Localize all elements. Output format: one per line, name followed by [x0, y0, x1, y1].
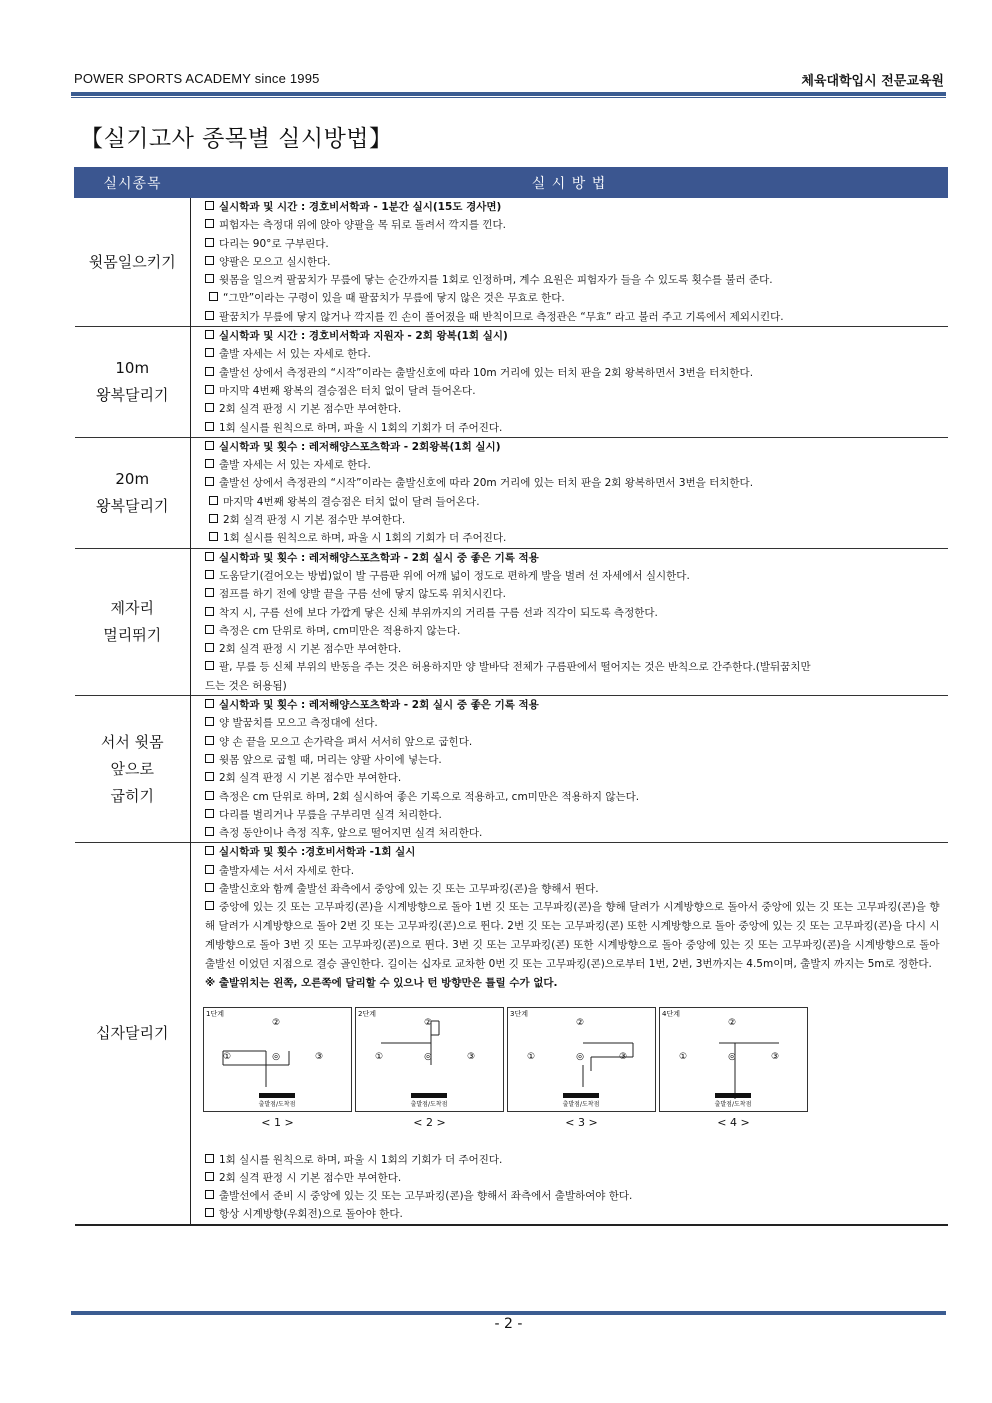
method-text: 마지막 4번째 왕복의 결승점은 터치 없이 달려 들어온다.: [219, 384, 476, 397]
method-text: 출발 자세는 서 있는 자세로 한다.: [219, 348, 371, 361]
checkbox-bullet-icon: [205, 625, 214, 634]
table-row: [75, 548, 948, 695]
cone-2-marker: ②: [727, 1017, 737, 1028]
method-line: [205, 253, 948, 271]
method-text: 출발신호와 함께 출발선 좌측에서 중앙에 있는 깃 또는 고무파킹(콘)을 향해서 뛴다.: [219, 882, 599, 895]
method-cell: [191, 548, 948, 695]
method-text: 드는 것은 허용됨): [205, 679, 287, 692]
method-line: [205, 456, 948, 474]
cone-3-marker: ③: [466, 1051, 476, 1062]
diagram-strip: [203, 1007, 948, 1129]
checkbox-bullet-icon: [209, 514, 218, 523]
checkbox-bullet-icon: [205, 661, 214, 670]
start-finish-label: 출발점/도착점: [562, 1100, 600, 1108]
checkbox-bullet-icon: [205, 570, 214, 579]
method-text: 팔꿈치가 무릎에 닿지 않거나 깍지를 낀 손이 풀어졌을 때 반칙이므로 측정관은 “무효” 라고 불러 주고 기록에서 제외시킨다.: [219, 310, 784, 323]
page-number: - 2 -: [494, 1316, 523, 1332]
method-line: [205, 308, 948, 326]
method-text: 2회 실격 판정 시 기본 점수만 부여한다.: [219, 772, 402, 785]
method-text: 1회 실시를 원칙으로 하며, 파울 시 1회의 기회가 더 주어진다.: [219, 1153, 503, 1166]
method-text: 실시학과 및 횟수 : 레저해양스포츠학과 - 2회 실시 중 좋은 기록 적용: [219, 551, 539, 564]
table-row: [75, 327, 948, 438]
method-line: [205, 751, 948, 769]
method-line: [205, 438, 948, 456]
method-text: 실시학과 및 횟수 : 레저해양스포츠학과 - 2회 실시 중 좋은 기록 적용: [219, 699, 539, 712]
method-line: [205, 382, 948, 400]
cone-1-marker: ①: [678, 1051, 688, 1062]
checkbox-bullet-icon: [205, 791, 214, 800]
col-header-item: 실시종목: [75, 168, 191, 198]
checkbox-bullet-icon: [205, 552, 214, 561]
method-text: 1회 실시를 원칙으로 하며, 파울 시 1회의 기회가 더 주어진다.: [223, 532, 507, 545]
center-cone-marker: ◎: [576, 1051, 584, 1062]
method-text: 실시학과 및 시간 : 경호비서학과 - 1분간 실시(15도 경사면): [219, 201, 502, 213]
checkbox-bullet-icon: [205, 754, 214, 763]
checkbox-bullet-icon: [205, 256, 214, 265]
method-text: 1회 실시를 원칙으로 하며, 파울 시 1회의 기회가 더 주어진다.: [219, 421, 503, 434]
method-line: [205, 604, 948, 622]
method-line: [205, 549, 948, 567]
checkbox-bullet-icon: [205, 330, 214, 339]
exercise-name-line: 서서 윗몸: [100, 732, 164, 751]
header-rule-thin: [71, 97, 946, 98]
method-line: [205, 511, 948, 529]
method-line: [205, 271, 948, 289]
method-line: [205, 400, 948, 418]
method-line: [205, 1205, 948, 1223]
method-line: [205, 677, 948, 695]
method-line: [205, 843, 948, 861]
method-text: 양팔은 모으고 실시한다.: [219, 255, 331, 268]
stage-label: 2단계: [358, 1009, 376, 1018]
checkbox-bullet-icon: [205, 699, 214, 708]
method-table: [74, 167, 948, 1226]
cone-1-marker: ①: [526, 1051, 536, 1062]
cone-3-marker: ③: [770, 1051, 780, 1062]
header-academy: POWER SPORTS ACADEMY since 1995: [74, 71, 320, 86]
method-line: [205, 1151, 948, 1169]
stage-label: 4단계: [662, 1009, 680, 1018]
diagram-caption: < 3 >: [565, 1115, 598, 1129]
method-text: 다리는 90°로 구부린다.: [219, 237, 329, 250]
footer-rule: [71, 1311, 946, 1315]
method-line: [205, 235, 948, 253]
method-text: 도움닫기(걸어오는 방법)없이 발 구름판 위에 어깨 넓이 정도로 편하게 발을 벌려 선 자세에서 실시한다.: [219, 569, 690, 582]
table-row: [75, 437, 948, 548]
checkbox-bullet-icon: [209, 292, 218, 301]
method-line: [205, 529, 948, 547]
diagram-figure: [507, 1007, 656, 1112]
method-line: [205, 364, 948, 382]
method-text: “그만”이라는 구령이 있을 때 팔꿈치가 무릎에 닿지 않은 것은 무효로 한다.: [223, 292, 565, 305]
method-text: 실시학과 및 횟수 : 레저해양스포츠학과 - 2회왕복(1회 실시): [219, 440, 501, 453]
checkbox-bullet-icon: [205, 809, 214, 818]
header-rule: [71, 92, 946, 96]
header-institute: 체육대학입시 전문교육원: [801, 74, 944, 89]
start-finish-label: 출발점/도착점: [714, 1100, 752, 1108]
stage-label: 3단계: [510, 1009, 528, 1018]
table-body: [75, 198, 948, 1225]
method-text: 측정 동안이나 측정 직후, 앞으로 떨어지면 실격 처리한다.: [219, 827, 483, 840]
diagram-caption: < 4 >: [717, 1115, 750, 1129]
method-line: [205, 788, 948, 806]
checkbox-bullet-icon: [205, 827, 214, 836]
diagram-caption: < 1 >: [261, 1115, 294, 1129]
method-text: 2회 실격 판정 시 기본 점수만 부여한다.: [223, 514, 406, 527]
method-line: [205, 474, 948, 492]
method-cell: [191, 696, 948, 843]
method-line: [205, 640, 948, 658]
checkbox-bullet-icon: [205, 403, 214, 412]
method-line: [205, 585, 948, 603]
method-line: [205, 658, 948, 676]
method-line: [205, 733, 948, 751]
method-text: 마지막 4번째 왕복의 결승점은 터치 없이 달려 들어온다.: [223, 495, 480, 508]
method-text: 중앙에 있는 깃 또는 고무파킹(콘)을 시계방향으로 돌아 1번 깃 또는 고무파킹(콘)을 향해 달려가 시계방향으로 돌아서 중앙에 있는 깃 또는 고무파킹(콘)을 향해 달려가 시계방향으로 돌아 2번 깃 또는 고무파킹(콘)으로 뛴다. 2번 깃 또는 고무파킹(콘) 또한 시계방향으로 돌아 중앙에 있는 깃 또는 고무파킹(콘)을 다시 시계방향으로 돌아 3번 깃 또는 고무파킹(콘)으로 뛴다. 3번 깃 또는 고무파킹(콘) 또한 시계방향으로 돌아 중앙에 있는 깃 또는 고무파킹(콘)을 시계방향으로 돌아 출발선 이었던 지점으로 결승 골인한다. 길이는 십자로 교차한 0번 깃 또는 고무파킹(콘)으로부터 1번, 2번, 3번까지는 4.5m이며, 출발지 까지는 5m로 정한다.: [205, 901, 940, 971]
method-text: 피험자는 측정대 위에 앉아 양팔을 목 뒤로 돌려서 깍지를 낀다.: [219, 219, 506, 232]
table-row: [75, 843, 948, 1225]
method-text: 2회 실격 판정 시 기본 점수만 부여한다.: [219, 643, 402, 656]
exercise-name-line: 십자달리기: [96, 1024, 169, 1043]
cone-1-marker: ①: [374, 1051, 384, 1062]
checkbox-bullet-icon: [205, 1154, 214, 1163]
exercise-name-line: 윗몸일으키기: [88, 252, 176, 271]
method-text: 실시학과 및 시간 : 경호비서학과 지원자 - 2회 왕복(1회 실시): [219, 330, 508, 343]
checkbox-bullet-icon: [205, 477, 214, 486]
method-paragraph: [205, 898, 948, 974]
method-line: [205, 824, 948, 842]
diagram-figure: [203, 1007, 352, 1112]
cone-2-marker: ②: [575, 1017, 585, 1028]
center-cone-marker: ◎: [728, 1051, 736, 1062]
exercise-name-line: 제자리: [110, 598, 154, 617]
page-title: 【실기고사 종목별 실시방법】: [80, 126, 393, 152]
method-text: 출발자세는 서서 자세로 한다.: [219, 864, 355, 877]
checkbox-bullet-icon: [205, 1172, 214, 1181]
checkbox-bullet-icon: [205, 772, 214, 781]
checkbox-bullet-icon: [205, 348, 214, 357]
checkbox-bullet-icon: [205, 736, 214, 745]
col-header-method: 실 시 방 법: [191, 168, 948, 198]
exercise-name: [75, 696, 191, 843]
exercise-name: [75, 843, 191, 1225]
method-text: 출발선 상에서 측정관의 “시작”이라는 출발신호에 따라 10m 거리에 있는 터치 판을 2회 왕복하면서 3번을 터치한다.: [219, 366, 754, 379]
table-row: [75, 696, 948, 843]
exercise-name-line: 앞으로: [110, 759, 154, 778]
method-text: 양 손 끝을 모으고 손가락을 펴서 서서히 앞으로 굽힌다.: [219, 735, 473, 748]
method-text: 착지 시, 구름 선에 보다 가깝게 닿은 신체 부위까지의 거리를 구름 선과 직각이 되도록 측정한다.: [219, 606, 658, 619]
exercise-name: [75, 437, 191, 548]
checkbox-bullet-icon: [205, 385, 214, 394]
start-line-bar: [259, 1093, 295, 1098]
checkbox-bullet-icon: [205, 643, 214, 652]
method-text: 측정은 cm 단위로 하며, 2회 실시하여 좋은 기록으로 적용하고, cm미만은 적용하지 않는다.: [219, 790, 640, 803]
method-text: 측정은 cm 단위로 하며, cm미만은 적용하지 않는다.: [219, 624, 461, 637]
exercise-name: [75, 327, 191, 438]
method-text: 윗몸 앞으로 굽힐 때, 머리는 양팔 사이에 넣는다.: [219, 753, 442, 766]
method-text: 출발선에서 준비 시 중앙에 있는 깃 또는 고무파킹(콘)을 향해서 좌측에서 출발하여야 한다.: [219, 1190, 633, 1203]
start-line-bar: [715, 1093, 751, 1098]
diagram-figure: [355, 1007, 504, 1112]
method-line: [205, 327, 948, 345]
cross-run-diagram: [203, 1007, 352, 1129]
start-line-bar: [411, 1093, 447, 1098]
method-text: 점프를 하기 전에 양발 끝을 구름 선에 닿지 않도록 위치시킨다.: [219, 588, 506, 601]
method-line: [205, 198, 948, 216]
checkbox-bullet-icon: [205, 901, 214, 910]
cross-run-diagram: [659, 1007, 808, 1129]
method-line: [205, 419, 948, 437]
checkbox-bullet-icon: [205, 588, 214, 597]
method-text: 출발 자세는 서 있는 자세로 한다.: [219, 459, 371, 472]
checkbox-bullet-icon: [205, 459, 214, 468]
method-cell: [191, 437, 948, 548]
note-line: ※ 출발위치는 왼쪽, 오른쪽에 달리할 수 있으나 턴 방향만은 틀릴 수가 없다.: [205, 977, 558, 990]
method-line: [205, 880, 948, 898]
method-text: 다리를 벌리거나 무릎을 구부리면 실격 처리한다.: [219, 808, 442, 821]
checkbox-bullet-icon: [209, 532, 218, 541]
exercise-name-line: 10m: [115, 358, 150, 377]
method-text: 실시학과 및 횟수 :경호비서학과 -1회 실시: [219, 846, 416, 859]
method-cell: [191, 327, 948, 438]
method-text: 2회 실격 판정 시 기본 점수만 부여한다.: [219, 403, 402, 416]
checkbox-bullet-icon: [205, 883, 214, 892]
cross-run-diagram: [355, 1007, 504, 1129]
exercise-name-line: 멀리뛰기: [103, 625, 162, 644]
method-line: [205, 769, 948, 787]
checkbox-bullet-icon: [205, 219, 214, 228]
cone-2-marker: ②: [423, 1017, 433, 1028]
start-line-bar: [563, 1093, 599, 1098]
checkbox-bullet-icon: [205, 1190, 214, 1199]
method-line: [205, 567, 948, 585]
checkbox-bullet-icon: [205, 422, 214, 431]
stage-label: 1단계: [206, 1009, 224, 1018]
method-line: [205, 289, 948, 307]
exercise-name-line: 왕복달리기: [96, 496, 169, 515]
method-line: [205, 345, 948, 363]
center-cone-marker: ◎: [424, 1051, 432, 1062]
exercise-name-line: 굽히기: [110, 786, 154, 805]
checkbox-bullet-icon: [205, 1208, 214, 1217]
method-cell: [191, 198, 948, 327]
table-row: [75, 198, 948, 327]
checkbox-bullet-icon: [205, 311, 214, 320]
cross-run-diagram: [507, 1007, 656, 1129]
method-text: 윗몸을 일으켜 팔꿈치가 무릎에 닿는 순간까지를 1회로 인정하며, 계수 요원은 피험자가 들을 수 있도록 횟수를 불러 준다.: [219, 274, 773, 287]
checkbox-bullet-icon: [205, 865, 214, 874]
checkbox-bullet-icon: [205, 717, 214, 726]
method-line: [205, 1169, 948, 1187]
start-finish-label: 출발점/도착점: [410, 1100, 448, 1108]
exercise-name: [75, 548, 191, 695]
start-finish-label: 출발점/도착점: [258, 1100, 296, 1108]
cone-1-marker: ①: [222, 1051, 232, 1062]
method-text: 양 발꿈치를 모으고 측정대에 선다.: [219, 717, 378, 730]
exercise-name-line: 왕복달리기: [96, 385, 169, 404]
checkbox-bullet-icon: [205, 846, 214, 855]
diagram-caption: < 2 >: [413, 1115, 446, 1129]
method-cell: [191, 843, 948, 1225]
method-line: [205, 1187, 948, 1205]
cone-2-marker: ②: [271, 1017, 281, 1028]
method-line: [205, 714, 948, 732]
cone-3-marker: ③: [314, 1051, 324, 1062]
exercise-name: [75, 198, 191, 327]
checkbox-bullet-icon: [205, 441, 214, 450]
exercise-name-line: 20m: [115, 469, 150, 488]
checkbox-bullet-icon: [209, 496, 218, 505]
method-text: 팔, 무릎 등 신체 부위의 반동을 주는 것은 허용하지만 양 발바닥 전체가 구름판에서 떨어지는 것은 반칙으로 간주한다.(발뒤꿈치만: [219, 661, 811, 674]
center-cone-marker: ◎: [272, 1051, 280, 1062]
method-text: 출발선 상에서 측정관의 “시작”이라는 출발신호에 따라 20m 거리에 있는 터치 판을 2회 왕복하면서 3번을 터치한다.: [219, 477, 754, 490]
checkbox-bullet-icon: [205, 607, 214, 616]
diagram-figure: [659, 1007, 808, 1112]
checkbox-bullet-icon: [205, 367, 214, 376]
checkbox-bullet-icon: [205, 201, 214, 210]
spacer: [205, 1129, 948, 1151]
method-text: 2회 실격 판정 시 기본 점수만 부여한다.: [219, 1171, 402, 1184]
method-line: [205, 216, 948, 234]
cone-3-marker: ③: [618, 1051, 628, 1062]
checkbox-bullet-icon: [205, 238, 214, 247]
method-line: [205, 493, 948, 511]
method-line: [205, 696, 948, 714]
checkbox-bullet-icon: [205, 274, 214, 283]
method-line: [205, 806, 948, 824]
method-text: 항상 시계방향(우회전)으로 돌아야 한다.: [219, 1208, 403, 1221]
method-line: [205, 862, 948, 880]
method-line: [205, 622, 948, 640]
